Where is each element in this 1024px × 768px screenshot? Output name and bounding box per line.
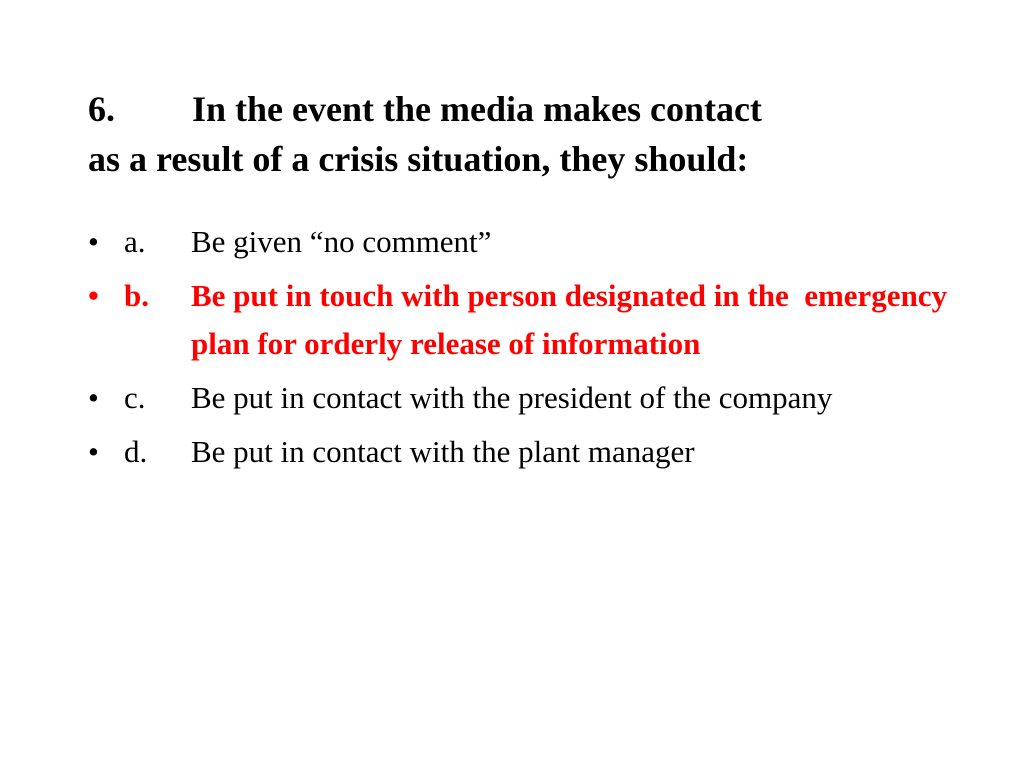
answer-option-c	[88, 374, 948, 422]
option-text: Be put in contact with the plant manager	[191, 434, 695, 469]
bullet-icon: •	[88, 278, 99, 313]
question-text-line-1: In the event the media makes contact	[192, 89, 762, 129]
answer-option-b-correct	[88, 272, 955, 368]
question-number: 6.	[88, 89, 115, 129]
option-letter: c.	[124, 380, 146, 415]
option-text: Be put in contact with the president of the company	[191, 380, 833, 415]
bullet-icon: •	[88, 434, 99, 469]
answer-options	[88, 218, 955, 482]
answer-option-d	[88, 428, 948, 476]
bullet-icon: •	[88, 380, 99, 415]
option-letter: d.	[124, 434, 148, 469]
bullet-icon: •	[88, 224, 99, 259]
option-letter: a.	[124, 224, 146, 259]
question-text-line-2: as a result of a crisis situation, they should:	[88, 139, 749, 179]
question-title	[88, 84, 968, 184]
option-text: Be put in touch with person designated in the emergency plan for orderly release of information	[191, 278, 955, 361]
option-letter: b.	[124, 278, 149, 313]
question-line-1	[88, 84, 968, 134]
option-text: Be given “no comment”	[191, 224, 492, 259]
answer-option-a	[88, 218, 948, 266]
